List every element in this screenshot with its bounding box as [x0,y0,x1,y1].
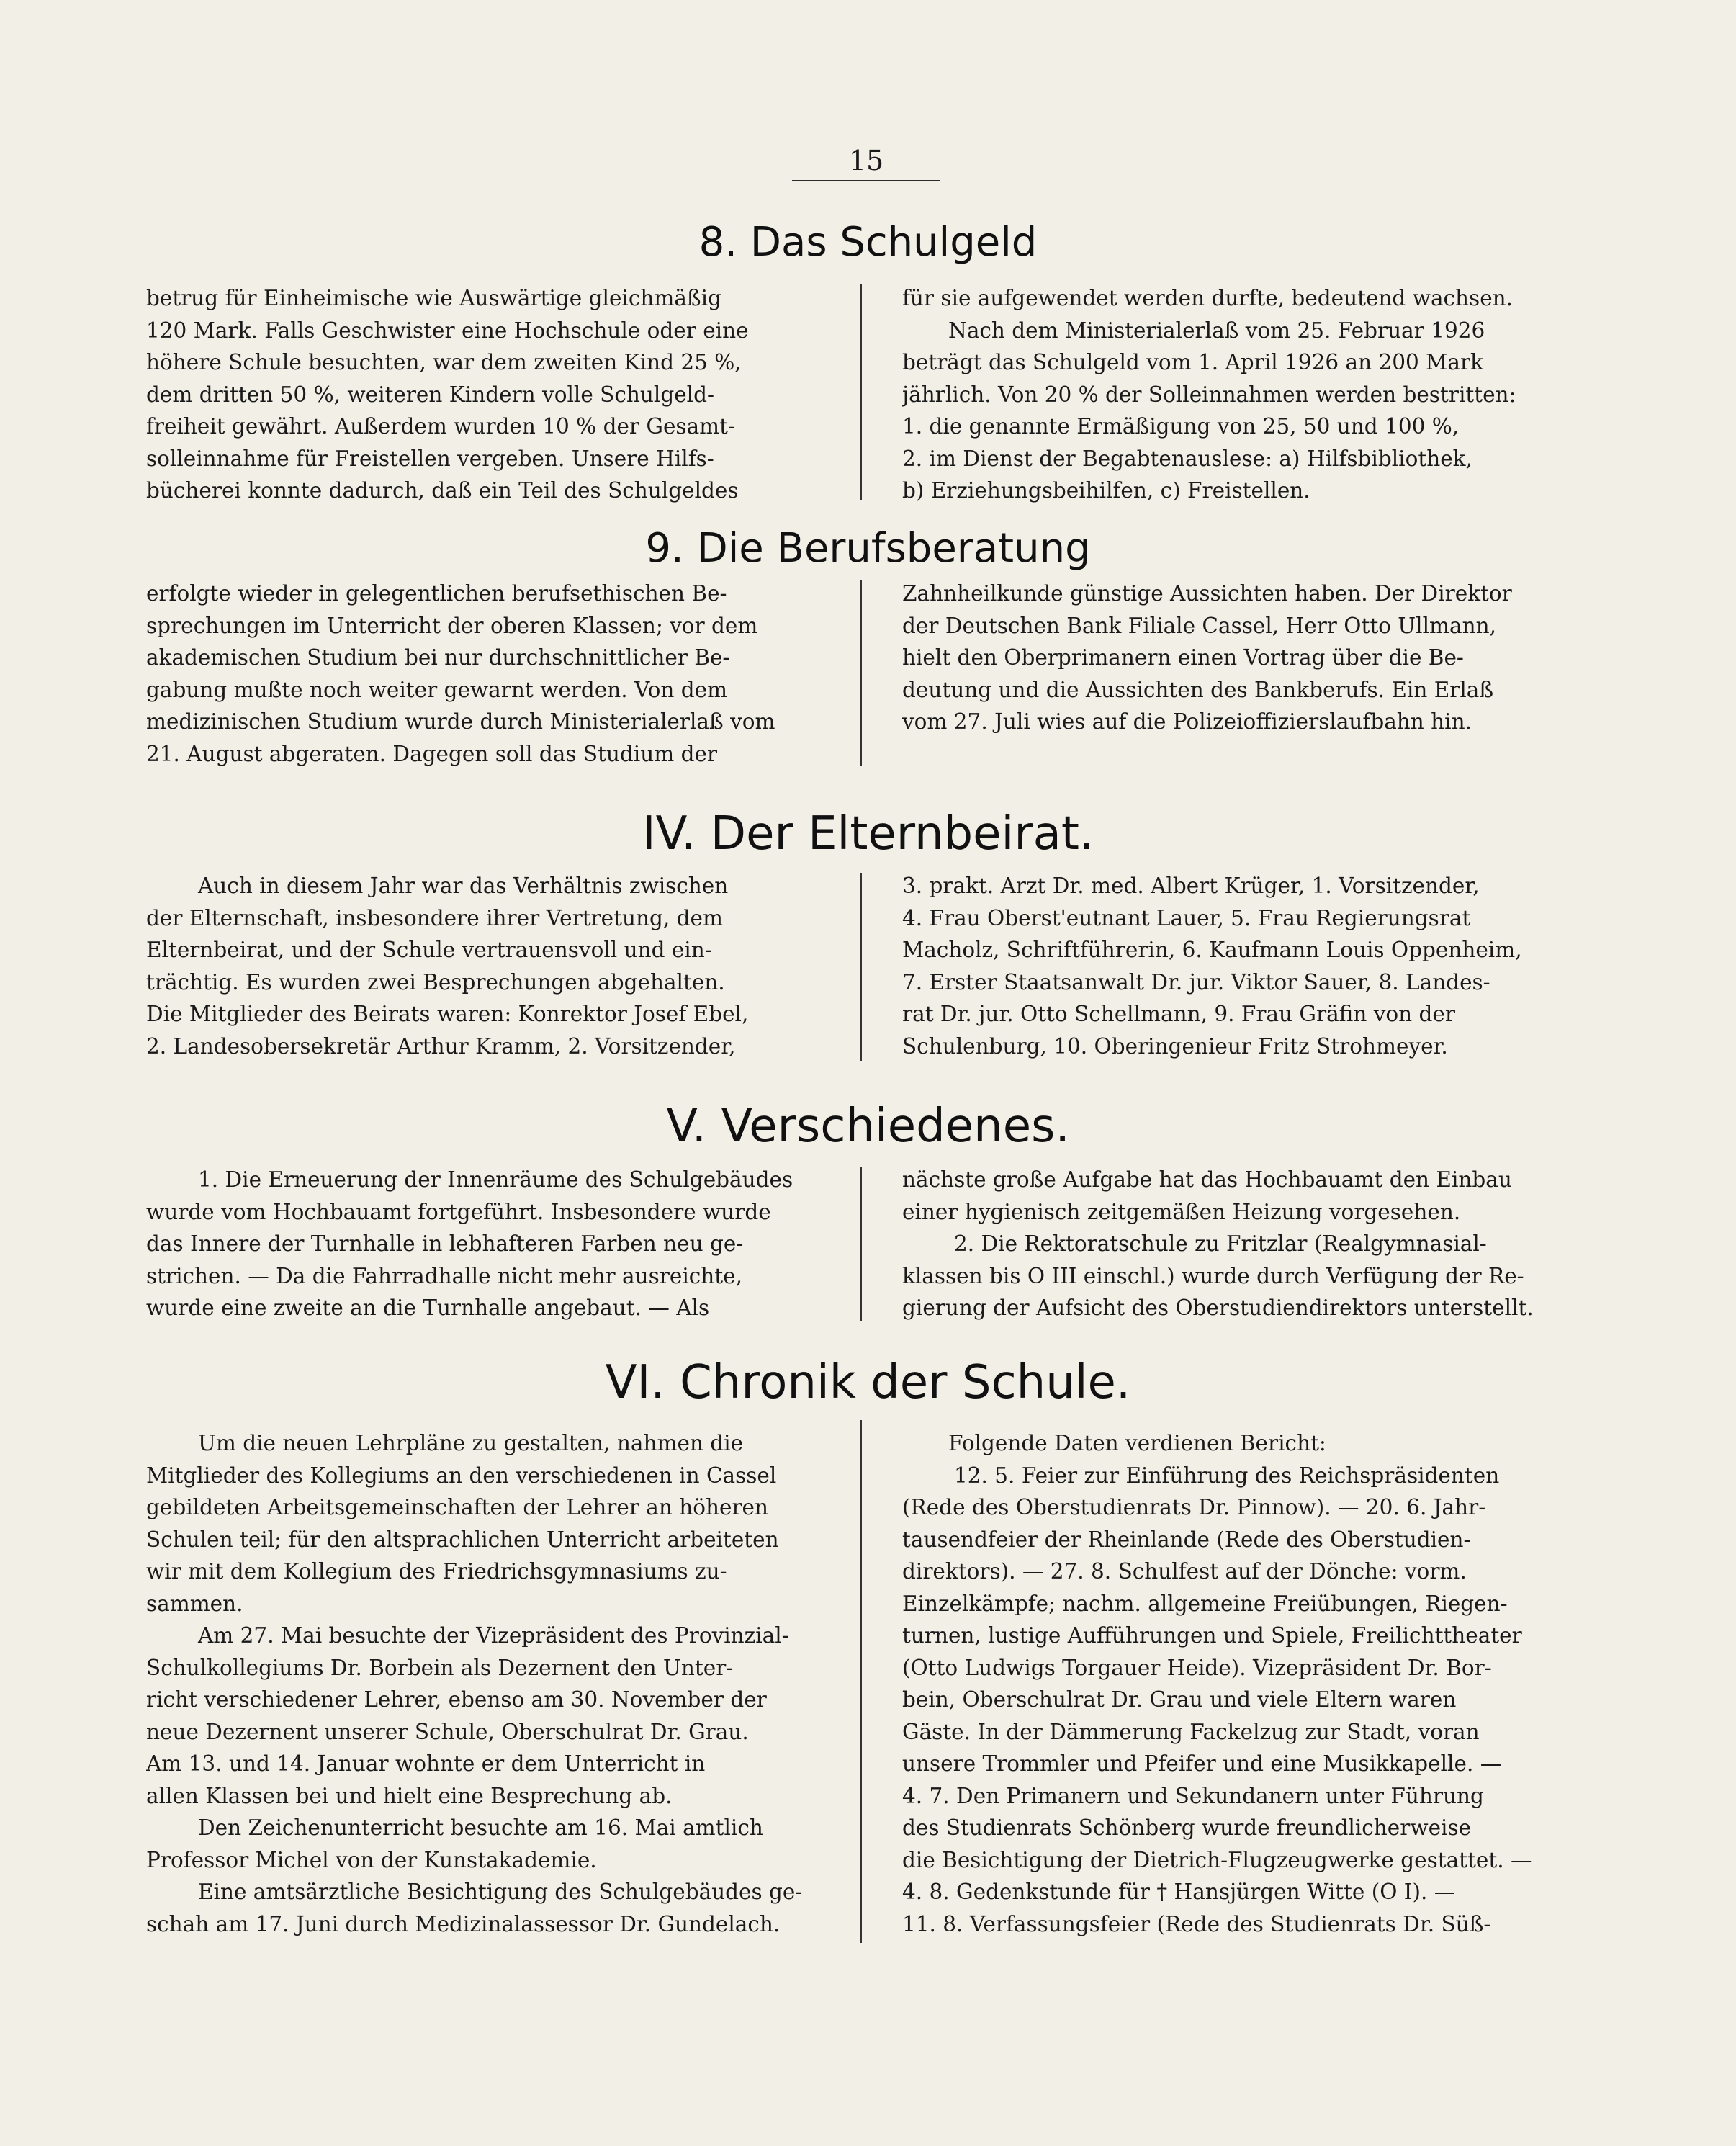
text-line: wurde vom Hochbauamt fortgeführt. Insbesondere wurde [146,1199,771,1224]
text-line: 120 Mark. Falls Geschwister eine Hochschule oder eine [146,318,749,343]
heading-berufsberatung: 9. Die Berufsberatung [645,525,1091,572]
text-line: Um die neuen Lehrpläne zu gestalten, nahmen die [198,1431,744,1455]
text-line: der Elternschaft, insbesondere ihrer Vertretung, dem [146,905,723,930]
text-line: Eine amtsärztliche Besichtigung des Schulgebäudes ge- [198,1880,803,1904]
text-line: 2. Landesobersekretär Arthur Kramm, 2. Vorsitzender, [146,1033,736,1059]
text-line: die Besichtigung der Dietrich-Flugzeugwerke gestattet. — [902,1847,1532,1872]
text-line: gierung der Aufsicht des Oberstudiendirektors unterstellt. [902,1296,1534,1320]
column-divider [860,1420,862,1943]
text-line: Nach dem Ministerialerlaß vom 25. Februar 1926 [948,318,1485,343]
text-line: beträgt das Schulgeld vom 1. April 1926 an 200 Mark [902,350,1483,374]
text-line: akademischen Studium bei nur durchschnittlicher Be- [146,645,730,670]
verschiedenes-right-column [902,1164,1586,1324]
text-line: wir mit dem Kollegium des Friedrichsgymnasiums zu- [146,1559,727,1584]
chronik-left-column [146,1427,828,1940]
text-line: turnen, lustige Aufführungen und Spiele, Freilichttheater [902,1623,1522,1648]
text-line: Den Zeichenunterricht besuchte am 16. Mai amtlich [198,1815,763,1840]
text-line: sprechungen im Unterricht der oberen Klassen; vor dem [146,613,758,638]
text-line: 4. Frau Oberst'eutnant Lauer, 5. Frau Regierungsrat [902,905,1471,930]
berufsberatung-left-column [146,578,828,770]
text-line: 21. August abgeraten. Dagegen soll das Studium der [146,741,718,766]
text-line: Schulen teil; für den altsprachlichen Unterricht arbeiteten [146,1527,779,1552]
column-divider [860,1167,862,1321]
text-line: (Otto Ludwigs Torgauer Heide). Vizepräsident Dr. Bor- [902,1655,1492,1680]
text-line: gabung mußte noch weiter gewarnt werden. Von dem [146,677,728,702]
page-number: 15 [792,141,940,181]
text-line: vom 27. Juli wies auf die Polizeioffizierslaufbahn hin. [902,709,1472,734]
text-line: der Deutschen Bank Filiale Cassel, Herr Otto Ullmann, [902,613,1496,638]
chronik-right-column [902,1427,1586,1940]
text-line: für sie aufgewendet werden durfte, bedeutend wachsen. [902,286,1514,310]
text-line: 1. Die Erneuerung der Innenräume des Schulgebäudes [198,1167,793,1192]
verschiedenes-left-column [146,1164,828,1324]
text-line: unsere Trommler und Pfeifer und eine Musikkapelle. — [902,1751,1502,1776]
text-line: Elternbeirat, und der Schule vertrauensvoll und ein- [146,938,712,962]
text-line: Zahnheilkunde günstige Aussichten haben. Der Direktor [902,581,1512,606]
text-line: Professor Michel von der Kunstakademie. [146,1847,597,1872]
text-line: erfolgte wieder in gelegentlichen berufsethischen Be- [146,581,727,606]
text-line: wurde eine zweite an die Turnhalle angebaut. — Als [146,1296,710,1320]
text-line: Die Mitglieder des Beirats waren: Konrektor Josef Ebel, [146,1002,749,1026]
text-line: tausendfeier der Rheinlande (Rede des Oberstudien- [902,1527,1471,1552]
text-line: 1. die genannte Ermäßigung von 25, 50 und 100 %, [902,414,1460,439]
text-line: bein, Oberschulrat Dr. Grau und viele Eltern waren [902,1687,1457,1712]
text-line: gebildeten Arbeitsgemeinschaften der Lehrer an höheren [146,1495,769,1519]
text-line: betrug für Einheimische wie Auswärtige gleichmäßig [146,286,721,310]
text-line: Folgende Daten verdienen Bericht: [948,1431,1326,1455]
text-line: Schulenburg, 10. Oberingenieur Fritz Strohmeyer. [902,1033,1448,1059]
text-line: strichen. — Da die Fahrradhalle nicht mehr ausreichte, [146,1263,742,1288]
heading-elternbeirat: IV. Der Elternbeirat. [642,807,1094,861]
text-line: bücherei konnte dadurch, daß ein Teil des Schulgeldes [146,478,739,503]
heading-chronik: VI. Chronik der Schule. [605,1356,1131,1409]
schulgeld-right-column [902,282,1586,507]
text-line: medizinischen Studium wurde durch Ministerialerlaß vom [146,709,775,734]
berufsberatung-right-column [902,578,1586,738]
schulgeld-left-column [146,282,828,507]
text-line: des Studienrats Schönberg wurde freundlicherweise [902,1815,1472,1840]
text-line: rat Dr. jur. Otto Schellmann, 9. Frau Gräfin von der [902,1002,1455,1026]
text-line: 2. im Dienst der Begabtenauslese: a) Hilfsbibliothek, [902,446,1472,471]
text-line: 7. Erster Staatsanwalt Dr. jur. Viktor Sauer, 8. Landes- [902,969,1490,995]
text-line: Macholz, Schriftführerin, 6. Kaufmann Louis Oppenheim, [902,938,1522,962]
text-line: b) Erziehungsbeihilfen, c) Freistellen. [902,478,1310,503]
text-line: 4. 8. Gedenkstunde für † Hansjürgen Witte (O I). — [902,1880,1456,1904]
elternbeirat-right-column [902,870,1586,1062]
text-line: dem dritten 50 %, weiteren Kindern volle Schulgeld- [146,382,714,407]
text-line: direktors). — 27. 8. Schulfest auf der Dönche: vorm. [902,1559,1467,1584]
text-line: freiheit gewährt. Außerdem wurden 10 % der Gesamt- [146,414,735,439]
text-line: nächste große Aufgabe hat das Hochbauamt den Einbau [902,1167,1512,1192]
text-line: trächtig. Es wurden zwei Besprechungen abgehalten. [146,969,725,995]
text-line: (Rede des Oberstudienrats Dr. Pinnow). — 20. 6. Jahr- [902,1495,1486,1519]
text-line: hielt den Oberprimanern einen Vortrag über die Be- [902,645,1464,670]
elternbeirat-left-column [146,870,828,1062]
text-line: einer hygienisch zeitgemäßen Heizung vorgesehen. [902,1199,1461,1224]
text-line: Am 13. und 14. Januar wohnte er dem Unterricht in [146,1751,706,1776]
text-line: deutung und die Aussichten des Bankberufs. Ein Erlaß [902,677,1494,702]
heading-verschiedenes: V. Verschiedenes. [666,1100,1070,1153]
text-line: solleinnahme für Freistellen vergeben. Unsere Hilfs- [146,446,714,471]
text-line: 4. 7. Den Primanern und Sekundanern unter Führung [902,1783,1484,1808]
text-line: Schulkollegiums Dr. Borbein als Dezernent den Unter- [146,1655,734,1680]
text-line: klassen bis O III einschl.) wurde durch Verfügung der Re- [902,1263,1524,1288]
text-line: schah am 17. Juni durch Medizinalassessor Dr. Gundelach. [146,1911,781,1936]
text-line: Mitglieder des Kollegiums an den verschiedenen in Cassel [146,1463,777,1488]
column-divider [860,580,862,766]
column-divider [860,284,862,500]
text-line: Einzelkämpfe; nachm. allgemeine Freiübungen, Riegen- [902,1591,1508,1616]
text-line: 12. 5. Feier zur Einführung des Reichspräsidenten [954,1463,1500,1488]
text-line: 2. Die Rektoratschule zu Fritzlar (Realgymnasial- [954,1231,1487,1256]
text-line: 11. 8. Verfassungsfeier (Rede des Studienrats Dr. Süß- [902,1911,1491,1936]
text-line: richt verschiedener Lehrer, ebenso am 30. November der [146,1687,767,1712]
text-line: allen Klassen bei und hielt eine Besprechung ab. [146,1783,673,1808]
text-line: neue Dezernent unserer Schule, Oberschulrat Dr. Grau. [146,1719,749,1744]
text-line: 3. prakt. Arzt Dr. med. Albert Krüger, 1. Vorsitzender, [902,874,1480,898]
column-divider [860,873,862,1061]
text-line: Auch in diesem Jahr war das Verhältnis zwischen [198,874,729,898]
text-line: Am 27. Mai besuchte der Vizepräsident des Provinzial- [198,1623,789,1648]
text-line: sammen. [146,1591,243,1616]
heading-schulgeld: 8. Das Schulgeld [698,219,1038,266]
text-line: jährlich. Von 20 % der Solleinnahmen werden bestritten: [902,382,1516,407]
text-line: Gäste. In der Dämmerung Fackelzug zur Stadt, voran [902,1719,1480,1744]
text-line: höhere Schule besuchten, war dem zweiten Kind 25 %, [146,350,742,374]
text-line: das Innere der Turnhalle in lebhafteren Farben neu ge- [146,1231,744,1256]
